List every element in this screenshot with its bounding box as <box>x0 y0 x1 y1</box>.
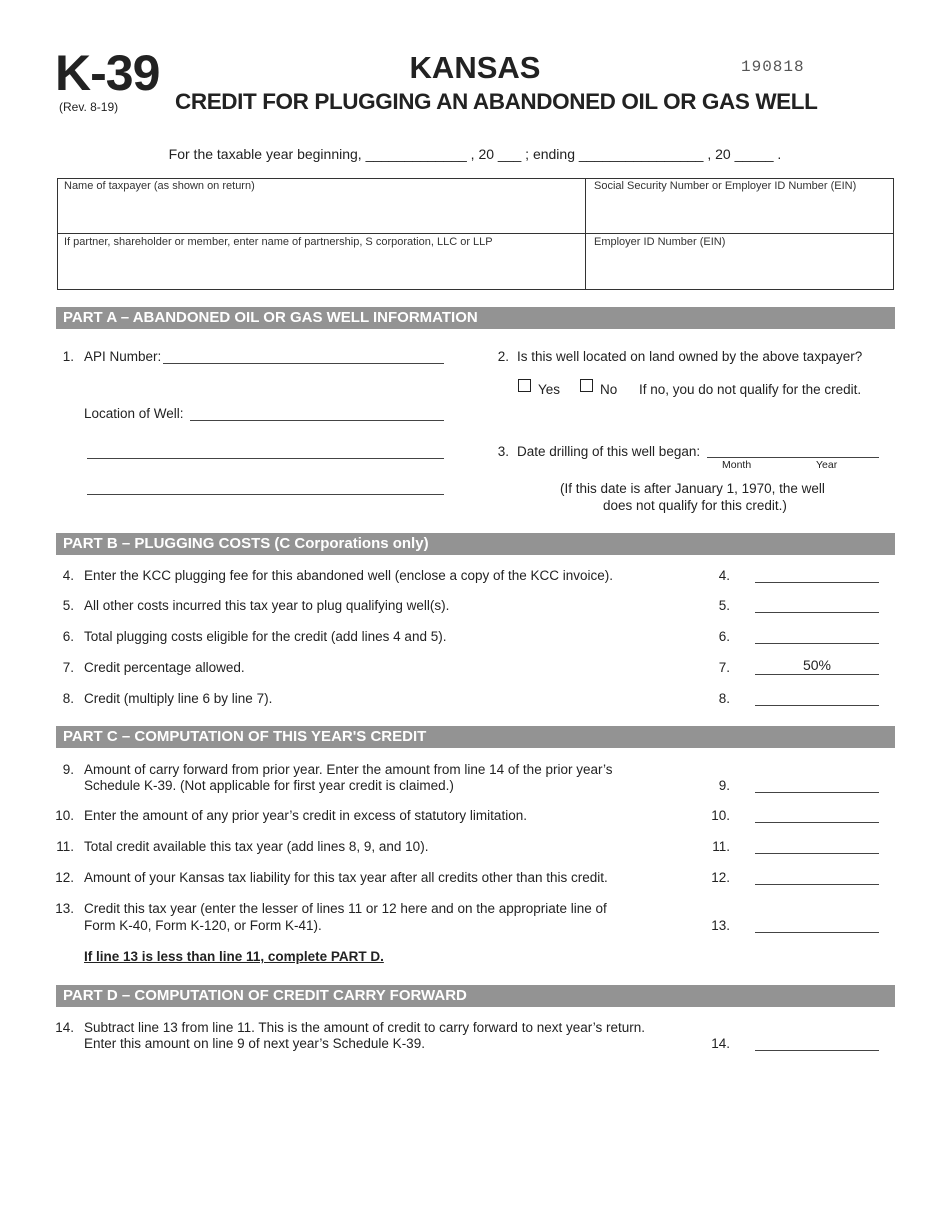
line-7-text: Credit percentage allowed. <box>84 660 245 675</box>
line-10-ref: 10. <box>711 808 730 823</box>
month-label: Month <box>722 459 752 471</box>
line-10-text: Enter the amount of any prior year’s credit in excess of statutory limitation. <box>84 808 527 823</box>
line-6-number: 6. <box>62 629 74 644</box>
part-c-heading: PART C – COMPUTATION OF THIS YEAR'S CREDIT <box>56 726 895 748</box>
ssn-ein-field[interactable]: Social Security Number or Employer ID Number (EIN) <box>594 180 857 192</box>
line-5-ref: 5. <box>718 598 730 613</box>
location-input-3[interactable] <box>87 494 444 495</box>
line-11-text: Total credit available this tax year (add lines 8, 9, and 10). <box>84 839 429 854</box>
line-5-number: 5. <box>62 598 74 613</box>
form-code: K-39 <box>55 45 160 101</box>
location-input-2[interactable] <box>87 458 444 459</box>
form-revision: (Rev. 8-19) <box>59 100 119 114</box>
api-number-label: API Number: <box>84 349 162 364</box>
document-id: 190818 <box>741 58 805 76</box>
line-12-input[interactable] <box>755 868 879 885</box>
line-6-text: Total plugging costs eligible for the credit (add lines 4 and 5). <box>84 629 447 644</box>
line-14-number: 14. <box>55 1020 74 1035</box>
line-4-number: 4. <box>62 568 74 583</box>
box-divider-horizontal <box>57 233 894 234</box>
taxpayer-name-field[interactable]: Name of taxpayer (as shown on return) <box>64 180 255 192</box>
drilling-date-input[interactable] <box>707 457 879 458</box>
api-number-input[interactable] <box>163 363 444 364</box>
line-10-input[interactable] <box>755 806 879 823</box>
line-9-ref: 9. <box>718 778 730 793</box>
line-12-text: Amount of your Kansas tax liability for this tax year after all credits other than this credit. <box>84 870 608 885</box>
part-d-heading: PART D – COMPUTATION OF CREDIT CARRY FORWARD <box>56 985 895 1007</box>
no-checkbox[interactable] <box>580 379 593 392</box>
line-6-input[interactable] <box>755 627 879 644</box>
line-13-number: 13. <box>55 901 74 916</box>
line-7-ref: 7. <box>718 660 730 675</box>
part-a-heading: PART A – ABANDONED OIL OR GAS WELL INFORMATION <box>56 307 895 329</box>
line-12-ref: 12. <box>711 870 730 885</box>
line-13-text-1: Credit this tax year (enter the lesser of lines 11 or 12 here and on the appropriate line of <box>84 901 607 916</box>
line-12-number: 12. <box>55 870 74 885</box>
line-5-input[interactable] <box>755 596 879 613</box>
state-heading: KANSAS <box>409 50 541 85</box>
part-d-instruction: If line 13 is less than line 11, complete PART D. <box>84 949 384 964</box>
line-7-value: 50% <box>755 658 879 675</box>
line-11-input[interactable] <box>755 837 879 854</box>
line-8-text: Credit (multiply line 6 by line 7). <box>84 691 273 706</box>
year-label: Year <box>816 459 838 471</box>
taxable-year-line[interactable]: For the taxable year beginning, _____________ , 20 ___ ; ending ________________ , 20 _____ . <box>168 146 782 162</box>
yes-label: Yes <box>538 382 561 397</box>
line-4-input[interactable] <box>755 566 879 583</box>
line-7-number: 7. <box>62 660 74 675</box>
line-5-text: All other costs incurred this tax year to plug qualifying well(s). <box>84 598 450 613</box>
line-9-input[interactable] <box>755 776 879 793</box>
line-13-input[interactable] <box>755 916 879 933</box>
line-14-text-2: Enter this amount on line 9 of next year’s Schedule K-39. <box>84 1036 425 1051</box>
form-title: CREDIT FOR PLUGGING AN ABANDONED OIL OR GAS WELL <box>175 89 818 114</box>
date-note-line2: does not qualify for this credit.) <box>603 498 787 513</box>
q3-label: Date drilling of this well began: <box>517 444 701 459</box>
line-14-input[interactable] <box>755 1034 879 1051</box>
q2-number: 2. <box>497 349 509 364</box>
line-14-ref: 14. <box>711 1036 730 1051</box>
q2-label: Is this well located on land owned by the above taxpayer? <box>517 349 863 364</box>
line-14-text-1: Subtract line 13 from line 11. This is the amount of credit to carry forward to next year’s return. <box>84 1020 646 1035</box>
line-6-ref: 6. <box>718 629 730 644</box>
line-13-text-2: Form K-40, Form K-120, or Form K-41). <box>84 918 322 933</box>
location-label: Location of Well: <box>84 406 184 421</box>
line-9-text-2: Schedule K-39. (Not applicable for first year credit is claimed.) <box>84 778 454 793</box>
line-8-input[interactable] <box>755 689 879 706</box>
q1-number: 1. <box>62 349 74 364</box>
no-qualify-note: If no, you do not qualify for the credit. <box>639 382 862 397</box>
yes-checkbox[interactable] <box>518 379 531 392</box>
line-11-ref: 11. <box>712 839 730 854</box>
line-10-number: 10. <box>55 808 74 823</box>
location-input-1[interactable] <box>190 420 444 421</box>
line-9-number: 9. <box>62 762 74 777</box>
q3-number: 3. <box>497 444 509 459</box>
line-4-ref: 4. <box>718 568 730 583</box>
line-9-text-1: Amount of carry forward from prior year. Enter the amount from line 14 of the prior year’s <box>84 762 613 777</box>
date-note-line1: (If this date is after January 1, 1970, the well <box>560 481 825 496</box>
line-13-ref: 13. <box>711 918 730 933</box>
ein-field[interactable]: Employer ID Number (EIN) <box>594 236 726 248</box>
box-divider-vertical <box>585 178 586 290</box>
taxpayer-info-box <box>57 178 894 290</box>
line-8-ref: 8. <box>718 691 730 706</box>
line-4-text: Enter the KCC plugging fee for this abandoned well (enclose a copy of the KCC invoice). <box>84 568 614 583</box>
partnership-name-field[interactable]: If partner, shareholder or member, enter name of partnership, S corporation, LLC or LLP <box>64 236 493 248</box>
line-8-number: 8. <box>62 691 74 706</box>
part-b-heading: PART B – PLUGGING COSTS (C Corporations only) <box>56 533 895 555</box>
line-11-number: 11. <box>56 839 74 854</box>
no-label: No <box>600 382 618 397</box>
